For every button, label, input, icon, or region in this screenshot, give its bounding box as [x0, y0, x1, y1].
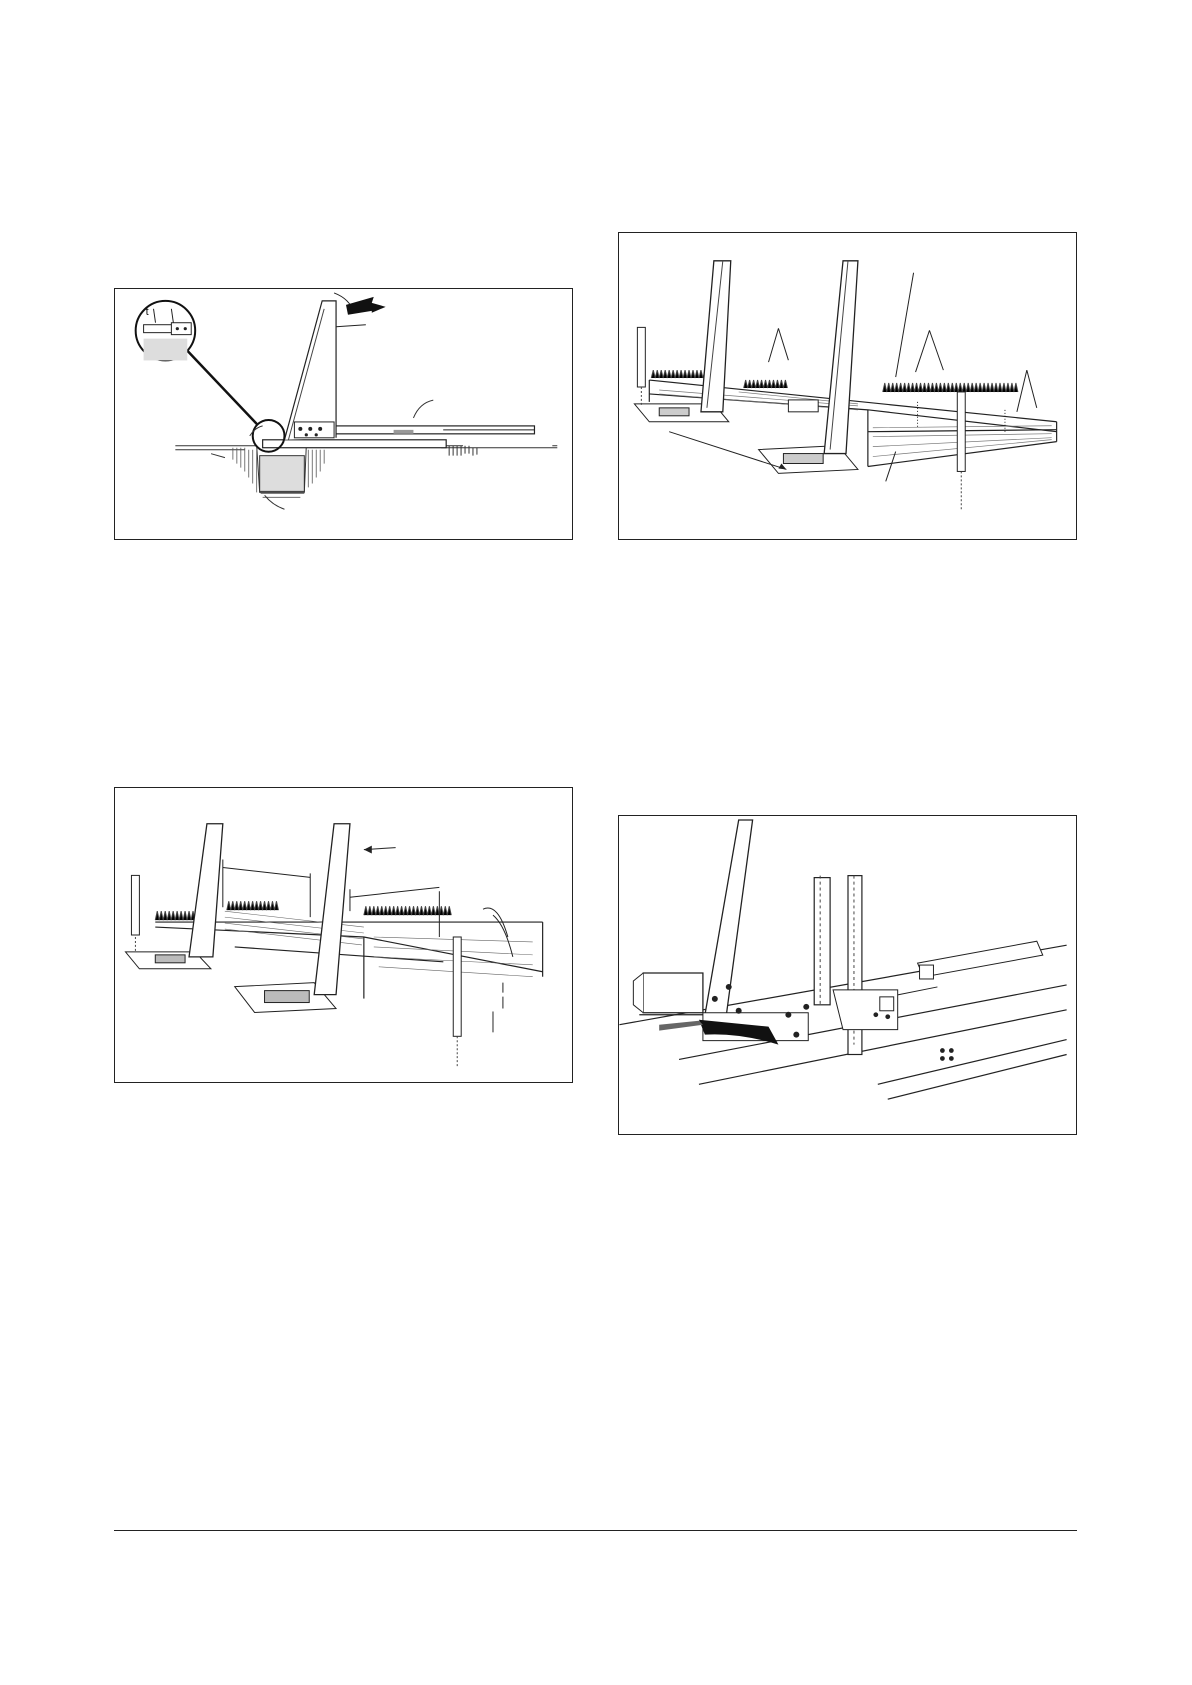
ground-cross-section-illustration — [115, 289, 572, 539]
callout-t: t — [145, 305, 149, 318]
frame-spacing-illustration — [115, 788, 572, 1082]
figure-frame-spacing — [114, 787, 573, 1083]
frame-level-illustration — [619, 233, 1076, 539]
bracket-detail-illustration — [619, 816, 1076, 1134]
figure-ground-section — [114, 288, 573, 540]
figure-frame-level — [618, 232, 1077, 540]
figure-bracket-detail — [618, 815, 1077, 1135]
footer-rule — [114, 1530, 1077, 1531]
